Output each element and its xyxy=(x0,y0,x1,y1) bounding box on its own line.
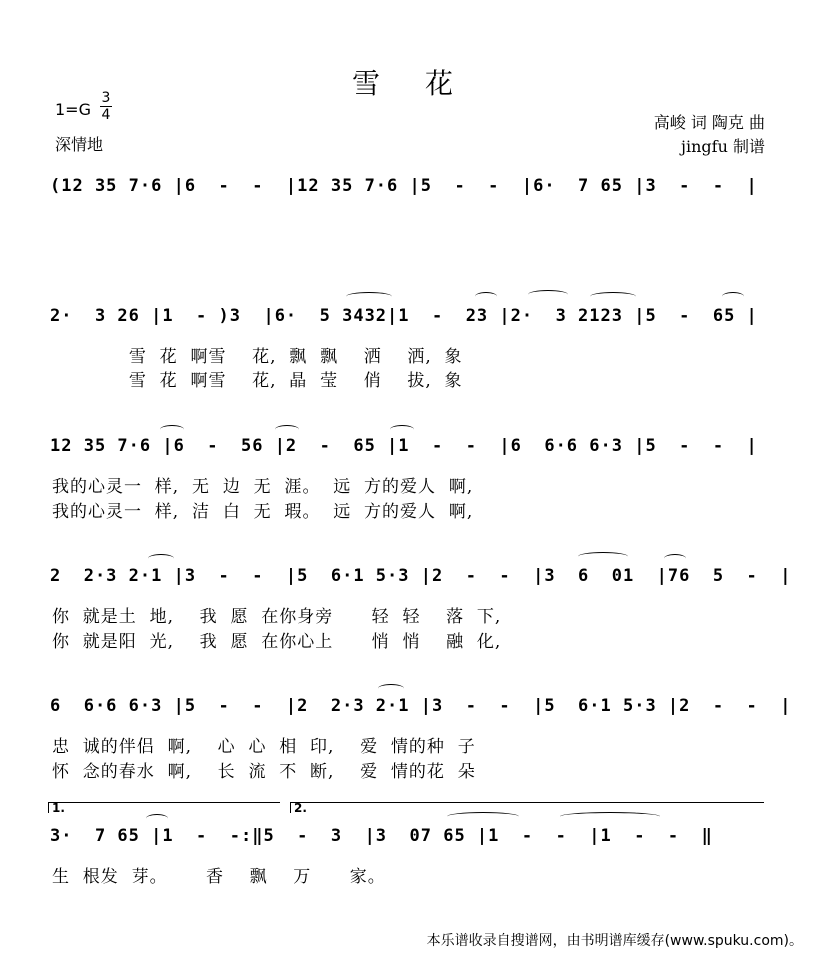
slur-mark xyxy=(390,425,414,434)
notes: 12 35 7·6 |6 - 56 |2 - 65 |1 - - |6 6·6 6·3 |5 - - | xyxy=(50,436,758,456)
slur-mark xyxy=(560,812,660,821)
slur-mark xyxy=(664,554,686,563)
notes: 2· 3 26 |1 - )3 |6· 5 3432|1 - 23 |2· 3 2123 |5 - 65 | xyxy=(50,306,758,326)
notation-line-6 xyxy=(44,818,774,858)
notes: (12 35 7·6 |6 - - |12 35 7·6 |5 - - |6· 7 65 |3 - - | xyxy=(50,176,758,196)
key-signature: 1=G xyxy=(55,100,91,119)
slur-mark xyxy=(578,552,628,561)
lyric-line: 你 就是土 地, 我 愿 在你身旁 轻 轻 落 下, xyxy=(52,607,502,627)
slur-mark xyxy=(722,292,744,301)
notation-line-4 xyxy=(44,558,792,598)
source-footer: 本乐谱收录自搜谱网，由书明谱库缓存(www.spuku.com)。 xyxy=(426,933,803,949)
slur-mark xyxy=(346,292,392,301)
time-sig-top: 3 xyxy=(101,90,111,106)
slur-mark xyxy=(528,290,568,299)
slur-mark xyxy=(146,814,168,823)
time-sig-bottom: 4 xyxy=(101,107,111,123)
transcriber: jingfu 制谱 xyxy=(681,137,765,156)
notation-line-5 xyxy=(44,688,792,728)
credits: 高峻 词 陶克 曲 xyxy=(653,113,765,132)
lyric-line: 我的心灵一 样, 洁 白 无 瑕。 远 方的爱人 啊, xyxy=(52,502,474,522)
tempo-marking: 深情地 xyxy=(55,135,104,154)
lyric-line: 忠 诚的伴侣 啊, 心 心 相 印, 爱 情的种 子 xyxy=(52,737,476,757)
notes: 6 6·6 6·3 |5 - - |2 2·3 2·1 |3 - - |5 6·1 5·3 |2 - - | xyxy=(50,696,792,716)
lyric-line: 生 根发 芽。 香 飘 万 家。 xyxy=(52,867,386,887)
notation-line-2 xyxy=(44,298,774,338)
notes: 3· 7 65 |1 - -:‖5 - 3 |3 07 65 |1 - - |1 - - ‖ xyxy=(50,826,713,846)
slur-mark xyxy=(590,292,636,301)
slur-mark xyxy=(148,554,174,563)
lyric-line: 你 就是阳 光, 我 愿 在你心上 悄 悄 融 化, xyxy=(52,632,502,652)
song-title: 雪 花 xyxy=(352,67,471,100)
slur-mark xyxy=(160,425,184,434)
slur-mark xyxy=(447,812,519,821)
slur-mark xyxy=(378,684,404,693)
time-signature xyxy=(100,90,112,123)
lyric-line: 雪 花 啊雪 花, 晶 莹 俏 拔, 象 xyxy=(52,371,463,391)
notes: 2 2·3 2·1 |3 - - |5 6·1 5·3 |2 - - |3 6 01 |76 5 - | xyxy=(50,566,792,586)
notation-line-1 xyxy=(44,168,774,208)
lyric-line: 怀 念的春水 啊, 长 流 不 断, 爱 情的花 朵 xyxy=(52,762,476,782)
slur-mark xyxy=(275,425,299,434)
notation-line-3 xyxy=(44,428,774,468)
lyric-line: 我的心灵一 样, 无 边 无 涯。 远 方的爱人 啊, xyxy=(52,477,474,497)
volta-first-ending: 1. xyxy=(48,802,280,813)
slur-mark xyxy=(475,292,497,301)
volta-second-ending: 2. xyxy=(290,802,764,813)
lyric-line: 雪 花 啊雪 花, 飘 飘 洒 洒, 象 xyxy=(52,347,463,367)
